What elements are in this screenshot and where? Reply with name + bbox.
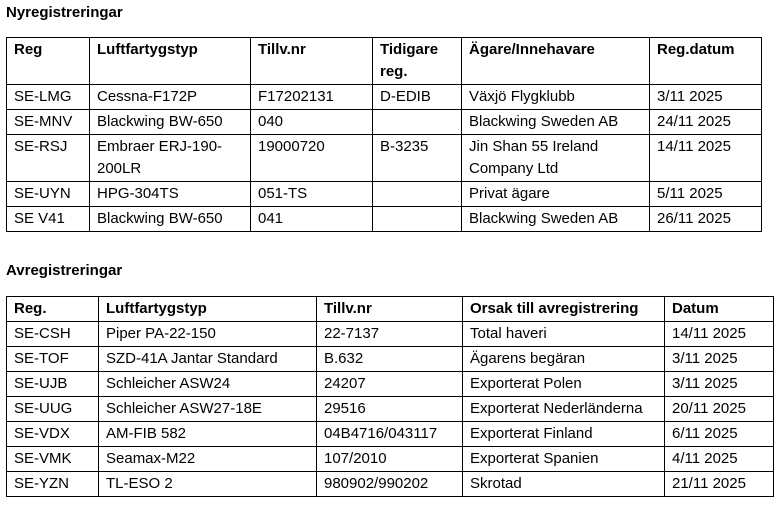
table-cell: 980902/990202 xyxy=(317,472,463,497)
nyregistreringar-table xyxy=(6,37,762,232)
column-header-tidigare-reg: Tidigare reg. xyxy=(373,38,462,85)
table-cell: F17202131 xyxy=(251,85,373,110)
table-cell: Blackwing Sweden AB xyxy=(462,110,650,135)
table-row xyxy=(7,135,762,182)
table-cell: SE-CSH xyxy=(7,322,99,347)
table-row xyxy=(7,182,762,207)
table-row xyxy=(7,110,762,135)
column-header-datum: Datum xyxy=(665,297,774,322)
table-cell: SE-UJB xyxy=(7,372,99,397)
table-cell: SE-VDX xyxy=(7,422,99,447)
table-cell: SE-MNV xyxy=(7,110,90,135)
table-cell: 04B4716/043117 xyxy=(317,422,463,447)
table-cell: 26/11 2025 xyxy=(650,207,762,232)
table-cell: Piper PA-22-150 xyxy=(99,322,317,347)
table-cell: 3/11 2025 xyxy=(650,85,762,110)
table-cell: 21/11 2025 xyxy=(665,472,774,497)
table-cell: Schleicher ASW27-18E xyxy=(99,397,317,422)
column-header-tillvnr: Tillv.nr xyxy=(251,38,373,85)
table-cell: Privat ägare xyxy=(462,182,650,207)
table-cell: SE-LMG xyxy=(7,85,90,110)
column-header-luftfartygstyp: Luftfartygstyp xyxy=(99,297,317,322)
table-cell: Exporterat Finland xyxy=(463,422,665,447)
table-cell: B-3235 xyxy=(373,135,462,182)
table-cell: HPG-304TS xyxy=(90,182,251,207)
table-row xyxy=(7,397,774,422)
table-row xyxy=(7,207,762,232)
table-row xyxy=(7,472,774,497)
table-cell: Seamax-M22 xyxy=(99,447,317,472)
column-header-agare: Ägare/Innehavare xyxy=(462,38,650,85)
table-cell: SE V41 xyxy=(7,207,90,232)
table-cell: 4/11 2025 xyxy=(665,447,774,472)
table-cell: Exporterat Nederländerna xyxy=(463,397,665,422)
table-cell: 14/11 2025 xyxy=(650,135,762,182)
table-row xyxy=(7,422,774,447)
table-cell: 29516 xyxy=(317,397,463,422)
column-header-regdatum: Reg.datum xyxy=(650,38,762,85)
table-cell: Skrotad xyxy=(463,472,665,497)
table-cell: Växjö Flygklubb xyxy=(462,85,650,110)
table-cell xyxy=(373,207,462,232)
table-cell: AM-FIB 582 xyxy=(99,422,317,447)
table-cell: 5/11 2025 xyxy=(650,182,762,207)
table-header-row xyxy=(7,38,762,85)
table-cell: Exporterat Spanien xyxy=(463,447,665,472)
table-cell: D-EDIB xyxy=(373,85,462,110)
table-cell: 107/2010 xyxy=(317,447,463,472)
table-cell: TL-ESO 2 xyxy=(99,472,317,497)
table-cell: 20/11 2025 xyxy=(665,397,774,422)
table-cell: SE-UYN xyxy=(7,182,90,207)
column-header-reg: Reg. xyxy=(7,297,99,322)
table-cell: 041 xyxy=(251,207,373,232)
table-cell xyxy=(373,110,462,135)
table-cell: Schleicher ASW24 xyxy=(99,372,317,397)
table-row xyxy=(7,447,774,472)
table-row xyxy=(7,372,774,397)
table-cell: Embraer ERJ-190-200LR xyxy=(90,135,251,182)
table-cell: SE-TOF xyxy=(7,347,99,372)
table-cell: 24207 xyxy=(317,372,463,397)
section-title-nyregistreringar: Nyregistreringar xyxy=(6,4,123,21)
table-row xyxy=(7,347,774,372)
table-cell: Ägarens begäran xyxy=(463,347,665,372)
table-row xyxy=(7,85,762,110)
table-cell: Jin Shan 55 Ireland Company Ltd xyxy=(462,135,650,182)
table-cell: B.632 xyxy=(317,347,463,372)
table-cell: 3/11 2025 xyxy=(665,372,774,397)
table-row xyxy=(7,322,774,347)
table-cell: 040 xyxy=(251,110,373,135)
table-cell: SZD-41A Jantar Standard xyxy=(99,347,317,372)
table-header-row xyxy=(7,297,774,322)
table-cell: SE-UUG xyxy=(7,397,99,422)
table-cell: Total haveri xyxy=(463,322,665,347)
table-cell: Blackwing BW-650 xyxy=(90,110,251,135)
avregistreringar-table xyxy=(6,296,774,497)
table-cell: 22-7137 xyxy=(317,322,463,347)
table-cell: SE-RSJ xyxy=(7,135,90,182)
column-header-reg: Reg xyxy=(7,38,90,85)
table-cell: 051-TS xyxy=(251,182,373,207)
column-header-luftfartygstyp: Luftfartygstyp xyxy=(90,38,251,85)
section-title-avregistreringar: Avregistreringar xyxy=(6,262,123,279)
table-cell: Blackwing BW-650 xyxy=(90,207,251,232)
table-cell: Blackwing Sweden AB xyxy=(462,207,650,232)
table-cell: Exporterat Polen xyxy=(463,372,665,397)
table-cell: 19000720 xyxy=(251,135,373,182)
table-cell: 14/11 2025 xyxy=(665,322,774,347)
column-header-orsak: Orsak till avregistrering xyxy=(463,297,665,322)
table-cell: SE-YZN xyxy=(7,472,99,497)
table-cell: Cessna-F172P xyxy=(90,85,251,110)
table-cell: SE-VMK xyxy=(7,447,99,472)
table-cell xyxy=(373,182,462,207)
table-cell: 24/11 2025 xyxy=(650,110,762,135)
table-cell: 3/11 2025 xyxy=(665,347,774,372)
table-cell: 6/11 2025 xyxy=(665,422,774,447)
column-header-tillvnr: Tillv.nr xyxy=(317,297,463,322)
